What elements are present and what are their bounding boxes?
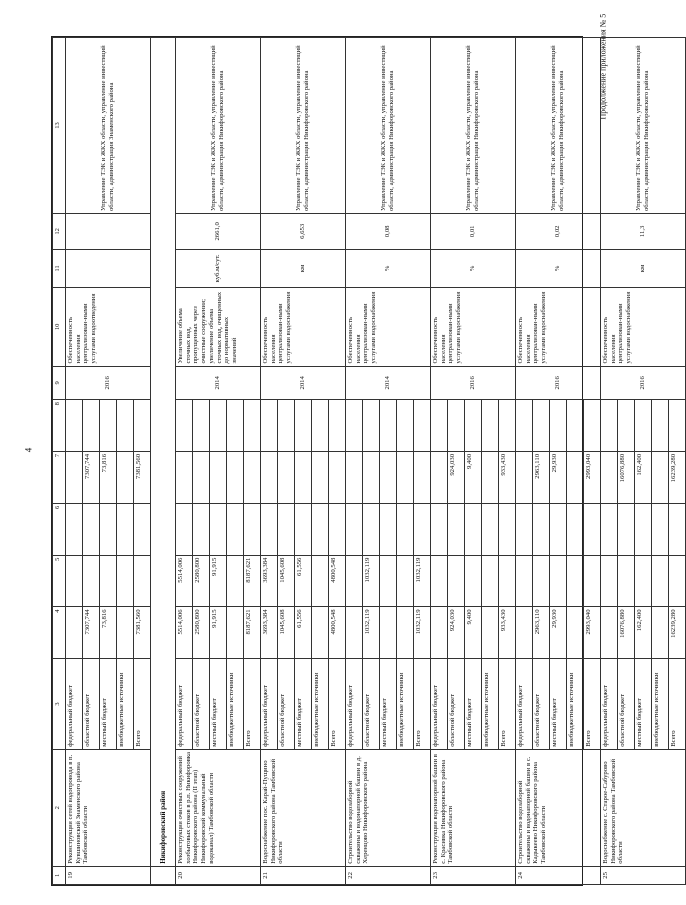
funding-source: федеральный бюджет	[261, 659, 278, 749]
amount-2015	[431, 503, 448, 555]
total-amount: 8187,621	[244, 607, 261, 659]
amount-col8	[414, 400, 431, 452]
amount-2014	[550, 555, 567, 607]
amount-2016	[652, 451, 669, 503]
total-amount	[482, 607, 499, 659]
amount-col8	[499, 400, 516, 452]
funding-source: местный бюджет	[550, 659, 567, 749]
total-amount	[117, 607, 134, 659]
expected-result: Обеспеченность населения централизован-ными услугами водоснабжения	[516, 288, 601, 366]
amount-2015	[516, 503, 533, 555]
object-name: Водоснабжение с. Старое-Сабурово Никифоровского района Тамбовской области	[601, 749, 686, 866]
amount-2015	[601, 503, 618, 555]
amount-2016	[66, 451, 83, 503]
funding-source: Всего	[244, 659, 261, 749]
total-amount: 162,400	[635, 607, 652, 659]
amount-col8	[261, 400, 278, 452]
amount-col8	[482, 400, 499, 452]
amount-2014	[465, 555, 482, 607]
executors: Управление ТЭК и ЖКХ области, управление инвестиций области, администрация Никифоровского района	[516, 38, 601, 214]
amount-col8	[652, 400, 669, 452]
amount-2015	[278, 503, 295, 555]
total-amount: 7381,560	[134, 607, 151, 659]
indicator-value	[66, 214, 151, 250]
amount-2015	[584, 503, 601, 555]
total-amount: 933,430	[499, 607, 516, 659]
amount-2016	[380, 451, 397, 503]
expected-result: Обеспеченность населения централизован-ными услугами водоснабжения	[261, 288, 346, 366]
amount-col8	[533, 400, 550, 452]
expected-result: Обеспеченность населения централизован-ными услугами водоотведения	[66, 288, 151, 366]
table-row	[431, 38, 448, 885]
table-row	[601, 38, 618, 885]
amount-col8	[465, 400, 482, 452]
completion-year: 2016	[66, 366, 151, 400]
amount-2014	[134, 555, 151, 607]
indicator-value: 11,3	[601, 214, 686, 250]
amount-2014	[482, 555, 499, 607]
amount-2014: 91,915	[210, 555, 227, 607]
amount-2015	[66, 503, 83, 555]
amount-2015	[117, 503, 134, 555]
amount-2015	[312, 503, 329, 555]
expected-result: Обеспеченность населения централизован-ными услугами водоснабжения	[601, 288, 686, 366]
amount-2015	[465, 503, 482, 555]
amount-col8	[635, 400, 652, 452]
total-amount: 1032,119	[414, 607, 431, 659]
total-amount: 2580,800	[193, 607, 210, 659]
amount-col8	[210, 400, 227, 452]
amount-2014	[567, 555, 584, 607]
row-number: 20	[176, 866, 261, 884]
column-number: 1	[53, 866, 66, 884]
total-amount: 29,930	[550, 607, 567, 659]
amount-2014	[584, 555, 601, 607]
amount-2016	[244, 451, 261, 503]
amount-col8	[669, 400, 686, 452]
amount-2016	[329, 451, 346, 503]
amount-2016	[278, 451, 295, 503]
funding-source: местный бюджет	[210, 659, 227, 749]
amount-col8	[329, 400, 346, 452]
amount-2016	[117, 451, 134, 503]
completion-year: 2014	[346, 366, 431, 400]
amount-2015	[176, 503, 193, 555]
amount-2015	[499, 503, 516, 555]
amount-2015	[448, 503, 465, 555]
amount-col8	[431, 400, 448, 452]
amount-col8	[363, 400, 380, 452]
unit: %	[516, 249, 601, 288]
total-amount: 4800,548	[329, 607, 346, 659]
amount-2016	[431, 451, 448, 503]
amount-2016	[346, 451, 363, 503]
amount-2015	[193, 503, 210, 555]
amount-2015	[414, 503, 431, 555]
table-body	[66, 38, 686, 885]
amount-col8	[176, 400, 193, 452]
amount-2016	[414, 451, 431, 503]
column-number: 4	[53, 607, 66, 659]
amount-2014: 3693,384	[261, 555, 278, 607]
object-name: Реконструкция водонапорной башни в с. Красивка Никифоровского района Тамбовской области	[431, 749, 516, 866]
column-number: 12	[53, 214, 66, 250]
column-number: 13	[53, 38, 66, 214]
row-number: 21	[261, 866, 346, 884]
amount-2014	[100, 555, 117, 607]
amount-2016: 9,400	[465, 451, 482, 503]
funding-source: местный бюджет	[100, 659, 117, 749]
amount-2014: 61,556	[295, 555, 312, 607]
amount-2014	[117, 555, 134, 607]
amount-2016	[397, 451, 414, 503]
amount-col8	[448, 400, 465, 452]
amount-2014: 8187,621	[244, 555, 261, 607]
total-amount: 3693,384	[261, 607, 278, 659]
amount-2014	[669, 555, 686, 607]
unit: км	[601, 249, 686, 288]
amount-2015	[329, 503, 346, 555]
funding-source: внебюджетные источники	[227, 659, 244, 749]
amount-2014	[601, 555, 618, 607]
amount-col8	[312, 400, 329, 452]
amount-2016: 933,430	[499, 451, 516, 503]
expected-result: Обеспеченность населения централизован-ными услугами водоснабжения	[431, 288, 516, 366]
amount-2016	[601, 451, 618, 503]
amount-col8	[380, 400, 397, 452]
executors: Управление ТЭК и ЖКХ области, управление инвестиций области, администрация Никифоровского района	[431, 38, 516, 214]
amount-2015	[669, 503, 686, 555]
appendix-title: Продолжение приложения № 5	[598, 13, 608, 120]
amount-col8	[100, 400, 117, 452]
executors: Управление ТЭК и ЖКХ области, управление инвестиций области, администрация Никифоровского района	[176, 38, 261, 214]
row-number: 23	[431, 866, 516, 884]
unit: %	[346, 249, 431, 288]
amount-2016	[312, 451, 329, 503]
object-name: Реконструкция сетей водопровода в п. Кувшиновский Знаменского района Тамбовской области	[66, 749, 151, 866]
table-row	[176, 38, 193, 885]
amount-2014	[227, 555, 244, 607]
amount-2015	[482, 503, 499, 555]
amount-2015	[618, 503, 635, 555]
amount-2016	[363, 451, 380, 503]
amount-2014: 5514,006	[176, 555, 193, 607]
total-amount	[380, 607, 397, 659]
amount-2016	[261, 451, 278, 503]
amount-2016	[193, 451, 210, 503]
amount-2016	[227, 451, 244, 503]
indicator-value: 0,02	[516, 214, 601, 250]
funding-source: областной бюджет	[533, 659, 550, 749]
funding-source: областной бюджет	[363, 659, 380, 749]
funding-source: местный бюджет	[465, 659, 482, 749]
object-name: Водоснабжение пос. Карай-Пущино Никифоровского района Тамбовской области	[261, 749, 346, 866]
amount-2015	[100, 503, 117, 555]
amount-2015	[244, 503, 261, 555]
funding-source: Всего	[134, 659, 151, 749]
amount-col8	[516, 400, 533, 452]
amount-2014	[83, 555, 100, 607]
funding-source: внебюджетные источники	[312, 659, 329, 749]
funding-source: внебюджетные источники	[482, 659, 499, 749]
column-number: 3	[53, 659, 66, 749]
total-amount	[66, 607, 83, 659]
table-row	[66, 38, 83, 885]
amount-2016	[567, 451, 584, 503]
page-number: 4	[23, 447, 34, 453]
amount-col8	[567, 400, 584, 452]
amount-2016	[176, 451, 193, 503]
amount-2014	[516, 555, 533, 607]
amount-2016	[482, 451, 499, 503]
amount-2015	[346, 503, 363, 555]
funding-source: местный бюджет	[635, 659, 652, 749]
amount-2015	[550, 503, 567, 555]
amount-2014	[533, 555, 550, 607]
amount-2016: 924,030	[448, 451, 465, 503]
district-header-row	[151, 38, 176, 885]
amount-2016: 2993,040	[584, 451, 601, 503]
amount-col8	[618, 400, 635, 452]
total-amount: 7307,744	[83, 607, 100, 659]
funding-source: местный бюджет	[295, 659, 312, 749]
total-amount	[312, 607, 329, 659]
amount-2016: 16239,280	[669, 451, 686, 503]
total-amount: 16076,880	[618, 607, 635, 659]
amount-2016	[210, 451, 227, 503]
total-amount: 61,556	[295, 607, 312, 659]
row-number: 19	[66, 866, 151, 884]
column-number: 7	[53, 451, 66, 503]
amount-2014	[448, 555, 465, 607]
total-amount: 2993,040	[584, 607, 601, 659]
row-number: 24	[516, 866, 601, 884]
program-table	[52, 37, 686, 885]
amount-col8	[397, 400, 414, 452]
total-amount: 1045,608	[278, 607, 295, 659]
funding-source: Всего	[329, 659, 346, 749]
amount-2016: 73,816	[100, 451, 117, 503]
total-amount: 73,816	[100, 607, 117, 659]
total-amount	[516, 607, 533, 659]
expected-result: Увеличение объема сточных вод, пропущенных через очистные сооружения; увеличение объема сточных вод, очищенных до нормативных значений	[176, 288, 261, 366]
column-number-row	[53, 38, 66, 885]
funding-source: внебюджетные источники	[652, 659, 669, 749]
total-amount	[601, 607, 618, 659]
funding-source: федеральный бюджет	[176, 659, 193, 749]
column-number: 2	[53, 749, 66, 866]
table-row	[261, 38, 278, 885]
object-name: Строительство водозаборной скважины и водонапорной башни в с. Кадыкеево Никифоровского района Тамбовской области	[516, 749, 601, 866]
indicator-value: 2661,0	[176, 214, 261, 250]
row-number: 22	[346, 866, 431, 884]
amount-2016	[516, 451, 533, 503]
funding-source: федеральный бюджет	[516, 659, 533, 749]
amount-col8	[550, 400, 567, 452]
total-amount: 16239,280	[669, 607, 686, 659]
indicator-value: 0,01	[431, 214, 516, 250]
unit: км	[261, 249, 346, 288]
executors: Управление ТЭК и ЖКХ области, управление инвестиций области, администрация Знаменского района	[66, 38, 151, 214]
amount-col8	[244, 400, 261, 452]
amount-col8	[227, 400, 244, 452]
total-amount: 9,400	[465, 607, 482, 659]
table-row	[516, 38, 533, 885]
funding-source: Всего	[499, 659, 516, 749]
amount-2015	[227, 503, 244, 555]
funding-source: Всего	[669, 659, 686, 749]
funding-source: Всего	[414, 659, 431, 749]
column-number: 9	[53, 366, 66, 400]
total-amount	[346, 607, 363, 659]
funding-source: областной бюджет	[193, 659, 210, 749]
amount-2014	[618, 555, 635, 607]
completion-year: 2016	[431, 366, 516, 400]
funding-source: федеральный бюджет	[431, 659, 448, 749]
amount-2014: 4800,548	[329, 555, 346, 607]
expected-result: Обеспеченность населения централизован-ными услугами водоснабжения	[346, 288, 431, 366]
amount-2014	[380, 555, 397, 607]
amount-col8	[584, 400, 601, 452]
amount-2014	[66, 555, 83, 607]
funding-source: федеральный бюджет	[601, 659, 618, 749]
completion-year: 2014	[261, 366, 346, 400]
amount-col8	[66, 400, 83, 452]
total-amount: 91,915	[210, 607, 227, 659]
funding-source: федеральный бюджет	[66, 659, 83, 749]
amount-2016: 2963,110	[533, 451, 550, 503]
column-number: 10	[53, 288, 66, 366]
amount-2014	[431, 555, 448, 607]
funding-source: областной бюджет	[83, 659, 100, 749]
amount-2016: 29,930	[550, 451, 567, 503]
amount-2015	[652, 503, 669, 555]
amount-2015	[210, 503, 227, 555]
district-header: Никифоровский район	[151, 38, 176, 867]
amount-2015	[635, 503, 652, 555]
funding-source: Всего	[584, 659, 601, 749]
amount-col8	[193, 400, 210, 452]
amount-2015	[83, 503, 100, 555]
amount-2015	[533, 503, 550, 555]
amount-col8	[117, 400, 134, 452]
total-amount: 1032,119	[363, 607, 380, 659]
row-number: 25	[601, 866, 686, 884]
unit: куб.м/сут.	[176, 249, 261, 288]
indicator-value: 0,08	[346, 214, 431, 250]
funding-source: областной бюджет	[618, 659, 635, 749]
executors: Управление ТЭК и ЖКХ области, управление инвестиций области, администрация Никифоровского района	[261, 38, 346, 214]
amount-2014: 1032,119	[363, 555, 380, 607]
total-amount	[652, 607, 669, 659]
district-num-cell	[151, 866, 176, 884]
column-number: 11	[53, 249, 66, 288]
funding-source: областной бюджет	[278, 659, 295, 749]
completion-year: 2016	[601, 366, 686, 400]
indicator-value: 6,653	[261, 214, 346, 250]
amount-2015	[363, 503, 380, 555]
total-amount	[567, 607, 584, 659]
total-amount: 924,030	[448, 607, 465, 659]
unit: %	[431, 249, 516, 288]
amount-col8	[601, 400, 618, 452]
amount-2015	[397, 503, 414, 555]
unit	[66, 249, 151, 288]
amount-2014: 2580,800	[193, 555, 210, 607]
amount-2015	[134, 503, 151, 555]
executors: Управление ТЭК и ЖКХ области, управление инвестиций области, администрация Никифоровского района	[601, 38, 686, 214]
amount-col8	[83, 400, 100, 452]
amount-2016: 16076,880	[618, 451, 635, 503]
amount-2016: 162,400	[635, 451, 652, 503]
table-row	[346, 38, 363, 885]
amount-col8	[134, 400, 151, 452]
amount-col8	[295, 400, 312, 452]
total-amount	[397, 607, 414, 659]
amount-2015	[261, 503, 278, 555]
funding-source: внебюджетные источники	[567, 659, 584, 749]
total-amount: 2963,110	[533, 607, 550, 659]
amount-2016: 7381,560	[134, 451, 151, 503]
executors: Управление ТЭК и ЖКХ области, управление инвестиций области, администрация Никифоровского района	[346, 38, 431, 214]
funding-source: областной бюджет	[448, 659, 465, 749]
column-number: 5	[53, 555, 66, 607]
total-amount: 5514,006	[176, 607, 193, 659]
amount-2015	[567, 503, 584, 555]
completion-year: 2016	[516, 366, 601, 400]
amount-2014	[635, 555, 652, 607]
amount-2014	[499, 555, 516, 607]
amount-2016	[295, 451, 312, 503]
column-number: 8	[53, 400, 66, 452]
amount-2014: 1045,608	[278, 555, 295, 607]
amount-2014	[652, 555, 669, 607]
amount-col8	[346, 400, 363, 452]
amount-col8	[278, 400, 295, 452]
amount-2016: 7307,744	[83, 451, 100, 503]
amount-2014	[346, 555, 363, 607]
funding-source: местный бюджет	[380, 659, 397, 749]
funding-source: федеральный бюджет	[346, 659, 363, 749]
amount-2014: 1032,119	[414, 555, 431, 607]
completion-year: 2014	[176, 366, 261, 400]
total-amount	[227, 607, 244, 659]
amount-2014	[397, 555, 414, 607]
funding-source: внебюджетные источники	[397, 659, 414, 749]
amount-2015	[295, 503, 312, 555]
object-name: Строительство водозаборной скважины и водонапорной башни в д. Херенцово Никифоровского района	[346, 749, 431, 866]
amount-2014	[312, 555, 329, 607]
funding-source: внебюджетные источники	[117, 659, 134, 749]
object-name: Реконструкция очистных сооружений хозбытовых стоков в р.п. Никифоровка Никифоровского района (II этап) Никифоровский коммунальный водоканал) Тамбовской области	[176, 749, 261, 866]
total-amount	[431, 607, 448, 659]
column-number: 6	[53, 503, 66, 555]
amount-2015	[380, 503, 397, 555]
